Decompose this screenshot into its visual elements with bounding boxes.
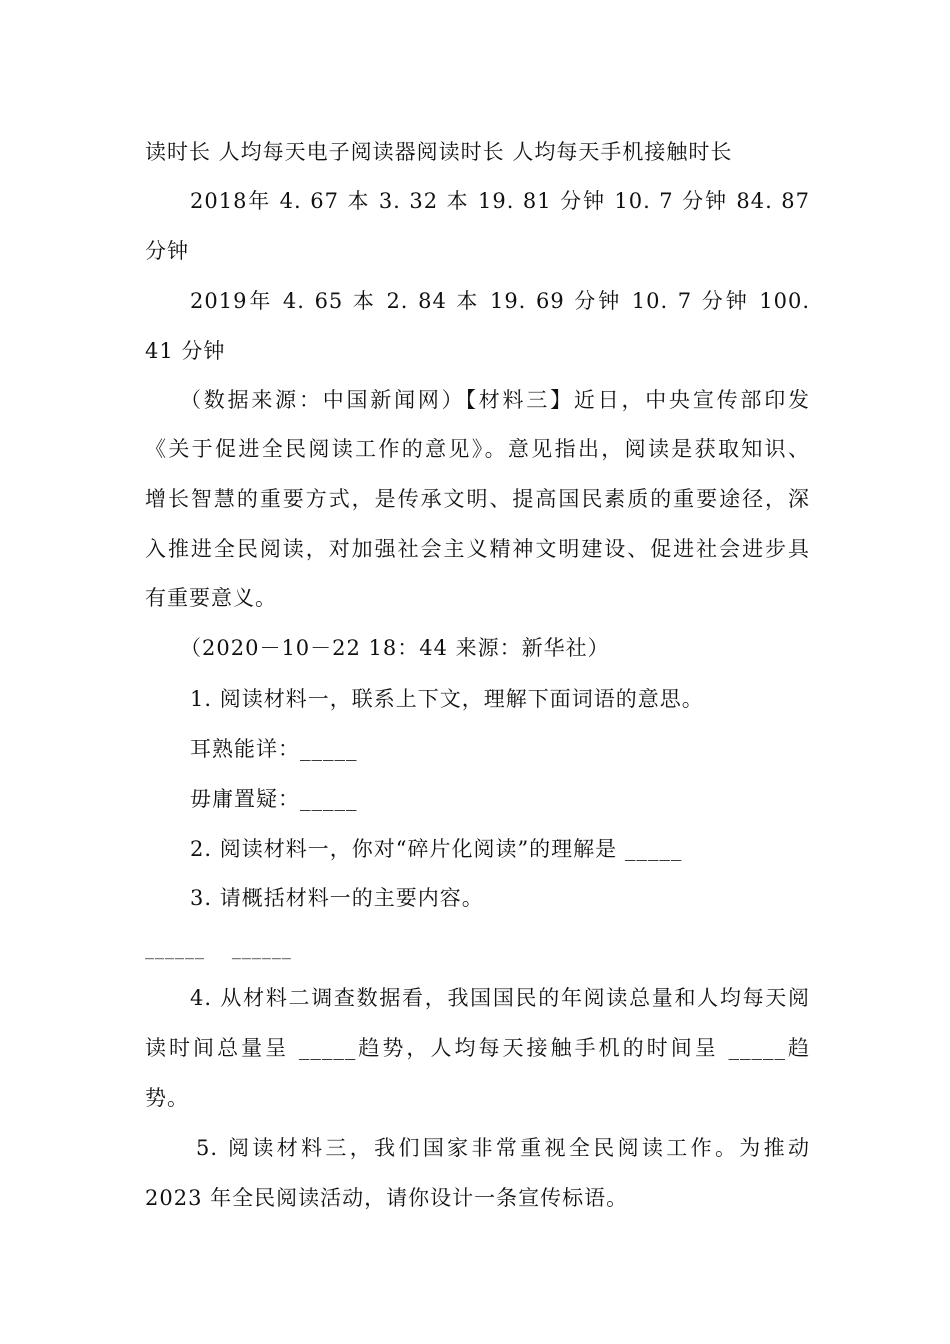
question-1-term-2: 毋庸置疑：_____: [190, 787, 358, 811]
source-note: （2020－10－22 18：44 来源：新华社）: [180, 636, 610, 660]
question-3-answer-blanks: ______ ______: [145, 939, 292, 960]
table-header-continued: 读时长 人均每天电子阅读器阅读时长 人均每天手机接触时长: [145, 140, 733, 164]
data-row-2019: 2019年 4. 65 本 2. 84 本 19. 69 分钟 10. 7 分钟 100.: [190, 289, 810, 313]
question-1: 1. 阅读材料一，联系上下文，理解下面词语的意思。: [190, 687, 704, 711]
question-5-line-2: 2023 年全民阅读活动，请你设计一条宣传标语。: [145, 1186, 629, 1210]
question-2: 2. 阅读材料一，你对“碎片化阅读”的理解是 _____: [190, 837, 683, 861]
material-three-line-2: 《关于促进全民阅读工作的意见》。意见指出，阅读是获取知识、: [145, 437, 810, 461]
question-5-line-1: 5. 阅读材料三，我们国家非常重视全民阅读工作。为推动: [196, 1136, 810, 1160]
question-4-line-3: 势。: [145, 1086, 189, 1110]
question-4-line-1: 4. 从材料二调查数据看，我国国民的年阅读总量和人均每天阅: [190, 986, 810, 1010]
question-4-line-2: 读时间总量呈 _____趋势，人均每天接触手机的时间呈 _____趋: [145, 1036, 810, 1060]
data-row-2019-unit: 41 分钟: [145, 339, 226, 363]
question-1-term-1: 耳熟能详：_____: [190, 737, 358, 761]
material-three-line-1: （数据来源：中国新闻网）【材料三】近日，中央宣传部印发: [180, 388, 810, 412]
material-three-line-5: 有重要意义。: [145, 586, 277, 610]
data-row-2018-unit: 分钟: [145, 239, 189, 263]
material-three-line-4: 入推进全民阅读，对加强社会主义精神文明建设、促进社会进步具: [145, 537, 810, 561]
question-3: 3. 请概括材料一的主要内容。: [190, 886, 484, 910]
material-three-line-3: 增长智慧的重要方式，是传承文明、提高国民素质的重要途径，深: [145, 487, 810, 511]
data-row-2018: 2018年 4. 67 本 3. 32 本 19. 81 分钟 10. 7 分钟 84. 87: [190, 189, 810, 213]
